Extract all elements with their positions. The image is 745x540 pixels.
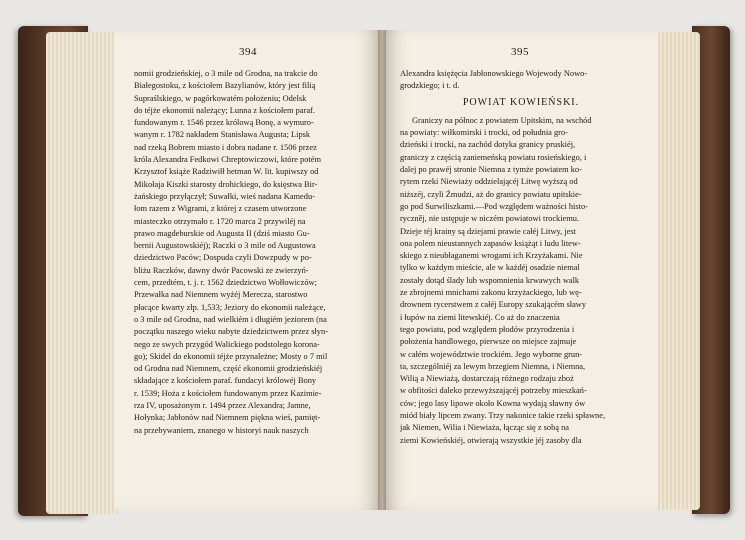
text-line: króla Alexandra Fedkowi Chreptowiczowi, które potém xyxy=(134,155,321,165)
intro-line: Alexandra księżęcia Jabłonowskiego Wojewody Nowo- xyxy=(400,69,588,78)
section-heading: POWIAT KOWIEŃSKI. xyxy=(462,96,580,108)
left-page-text xyxy=(134,68,368,437)
text-line: r. 1539; Hoża z kościołem fundowanym przez Kazimie- xyxy=(134,388,322,398)
text-line: bliżu Raczków, dawny dwór Pacowski ze zwierzyń- xyxy=(134,265,309,275)
book-gutter xyxy=(378,30,386,510)
text-line: ta, szczególniéj za lewym brzegiem Niemna, i Niemna, xyxy=(400,361,586,371)
text-line: i łupów na ziemi litewskiéj. Co aż do znaczenia xyxy=(400,312,560,322)
text-line: dalej po prawéj stronie Niemna z tymże powiatem ko- xyxy=(400,165,582,175)
text-line: tego powiatu, pod względem płodów przyrodzenia i xyxy=(400,324,575,334)
text-line: w całém województwie trockiém. Jego wyborne grun- xyxy=(400,349,583,359)
right-page-body xyxy=(400,115,642,447)
text-line: rytem rzeki Niewiaży oddzielającéj Litwę wyższą od xyxy=(400,177,578,187)
text-line: nomii grodzieńskiej, o 3 mile od Grodna, na trakcie do xyxy=(134,69,318,78)
text-line: zostały dotąd ślady lub wspomnienia krwawych walk xyxy=(400,275,580,285)
text-line: go); Skidel do ekonomii téjże przynależne; Mosty o 7 mil xyxy=(134,351,328,361)
text-line: na powiaty: wiłkomirski i trocki, od południa gro- xyxy=(400,128,568,138)
text-line: nad rzeką Bobrem miasto i dobra nadane r. 1506 przez xyxy=(134,142,317,152)
text-line: żańskiego przyłączył; Suwałki, wieś nadana Kamedu- xyxy=(134,191,315,201)
intro-line: grodzkiego; i t. d. xyxy=(400,81,460,91)
text-line: Graniczy na północ z powiatem Upitskim, na wschód xyxy=(412,115,592,125)
text-line: ona polem nieustannych zapasów książąt i ludu litew- xyxy=(400,238,581,248)
text-line: początku naszego wieku nabyte dziedzictwem przez słyn- xyxy=(134,327,328,337)
text-line: Wilią a Niewiażą, dostarczają różnego rodzaju zboż xyxy=(400,374,574,384)
text-line: dzieński i trocki, na zachód dotyka granicy pruskiéj, xyxy=(400,140,576,150)
text-line: ców; jego lasy lipowe około Kowna wydają sławny ów xyxy=(400,398,586,408)
text-line: Krzysztof książe Radziwiłł hetman W. lit. kupiwszy od xyxy=(134,167,319,177)
text-line: fundowanym r. 1546 przez królową Bonę, a wymuro- xyxy=(134,118,314,128)
left-page-number: 394 xyxy=(239,46,257,58)
text-line: Supraślskiego, w pagórkowatém położeniu; Odelsk xyxy=(134,93,307,103)
text-line: ziemi Kowieńskiéj, otwierają wszystkie jéj zasoby dla xyxy=(400,435,582,445)
text-line: do téjże ekonomii należący; Lunna z kościołem paraf. xyxy=(134,105,315,115)
text-line: składające z kościołem paraf. fundacyi królowéj Bony xyxy=(134,376,317,386)
text-line: Dzieje téj krainy są dziejami prawie całéj Litwy, jest xyxy=(400,226,576,236)
text-line: płacące kwarty złp. 1,533; Jeziory do ekonomii należące, xyxy=(134,302,326,312)
text-line: ryczněj, nie ustępuje w niczém powiatowi trockiemu. xyxy=(400,214,580,224)
text-line: od Grodna nad Niemnem, część ekonomii grodzieńskiéj xyxy=(134,364,323,374)
left-page xyxy=(114,30,382,510)
text-line: na przebywaniem, znanego w historyi nauk naszych xyxy=(134,425,309,435)
text-line: drownem rycerstwem z całéj Europy szukającém sławy xyxy=(400,300,587,310)
text-line: rza IV, uposażonym r. 1494 przez Alexandra; Jamne, xyxy=(134,401,311,411)
text-line: nego ze swych przygód Walickiego podstolego korona- xyxy=(134,339,320,349)
text-line: miasteczko otrzymało r. 1720 marca 2 przywiléj na xyxy=(134,216,306,226)
text-line: Przewałka nad Niemnem wyżéj Merecza, starostwo xyxy=(134,290,308,300)
text-line: jak Niemen, Wilia i Niewiaża, łącząc się z sobą na xyxy=(400,423,570,433)
text-line: łom razem z Wigrami, z której z czasem utworzone xyxy=(134,204,307,214)
text-line: graniczy z częścią zaniemeńską powiatu rosieńskiego, i xyxy=(400,152,587,162)
text-line: ze zbrojnemi mnichami zakonu krzyżackiego, lub wę- xyxy=(400,288,582,298)
text-line: Białegostoku, z kościołem Bazylianów, który jest filią xyxy=(134,81,316,91)
text-line: skiego z nieubłaganemi wrogami ich Krzyżakami. Nie xyxy=(400,251,583,261)
text-line: wanym r. 1782 nakładem Stanisława Augusta; Lipsk xyxy=(134,130,311,140)
text-line: położenia handlowego, pierwsze on miejsce zajmuje xyxy=(400,337,577,347)
right-page-text xyxy=(400,68,642,447)
text-line: tylko w każdym mieście, ale w każdéj osadzie niemal xyxy=(400,263,580,273)
text-line: cem, przedtém, t. j. r. 1562 dziedzictwo Wołłowiczów; xyxy=(134,278,317,288)
text-line: niższéj, czyli Żmudzi, aż do granicy powiatu upitskie- xyxy=(400,189,582,199)
text-line: Hołynka; Jabłonów nad Niemnem piękna wieś, pamięt- xyxy=(134,413,321,423)
text-line: o 3 mile od Grodna, nad wielkiém i długiém jeziorem (na xyxy=(134,314,327,324)
text-line: prawo magdeburskie od Augusta II (dziś miasto Gu- xyxy=(134,228,310,238)
open-book xyxy=(18,18,730,523)
text-line: bernii Augustowskiéj); Raczki o 3 mile od Augustowa xyxy=(134,241,316,251)
text-line: w obfitości daleko przewyższającéj potrzeby mieszkań- xyxy=(400,386,587,396)
text-line: miód biały lipcem zwany. Trzy nakonice takie rzeki spławne, xyxy=(400,411,606,421)
text-line: dziedzictwo Paców; Dospuda czyli Dowzpudy w po- xyxy=(134,253,312,263)
right-page xyxy=(382,30,658,510)
text-line: Mikołaja Kiszki starosty drohickiego, do księstwa Bir- xyxy=(134,179,318,189)
right-page-number: 395 xyxy=(511,46,529,58)
text-line: go pod Surwiliszkami.—Pod względem ważności histo- xyxy=(400,201,588,211)
left-page-edges xyxy=(46,32,118,514)
